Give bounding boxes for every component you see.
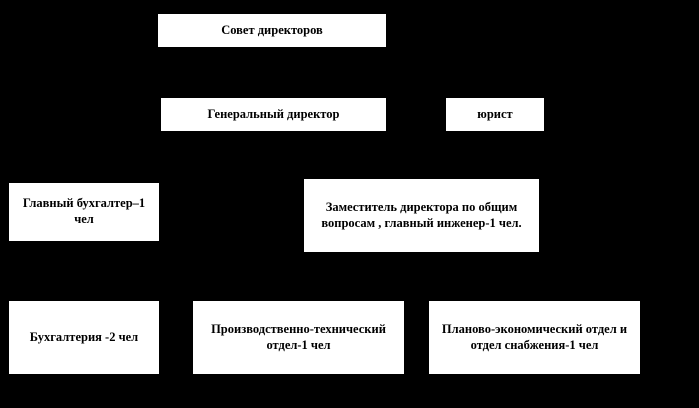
node-chief-accountant [8,182,160,242]
node-accounting [8,300,160,375]
node-lawyer [445,97,545,132]
node-lawyer-label: юрист [477,106,513,121]
node-production-technical-label: Производственно-технический отдел-1 чел [211,321,386,352]
node-accounting-label: Бухгалтерия -2 чел [29,329,139,344]
node-production-technical [192,300,405,375]
node-deputy-director [303,178,540,253]
node-board [157,13,387,48]
node-planning-economic-label: Планово-экономический отдел и отдел снабжения-1 чел [441,321,628,352]
node-chief-accountant-label: Главный бухгалтер–1 чел [22,196,146,226]
node-board-label: Совет директоров [221,22,323,37]
node-planning-economic [428,300,641,375]
node-general-director-label: Генеральный директор [207,106,340,121]
node-deputy-director-label: Заместитель директора по общим вопросам , главный инженер-1 чел. [321,199,522,230]
node-general-director [160,97,387,132]
